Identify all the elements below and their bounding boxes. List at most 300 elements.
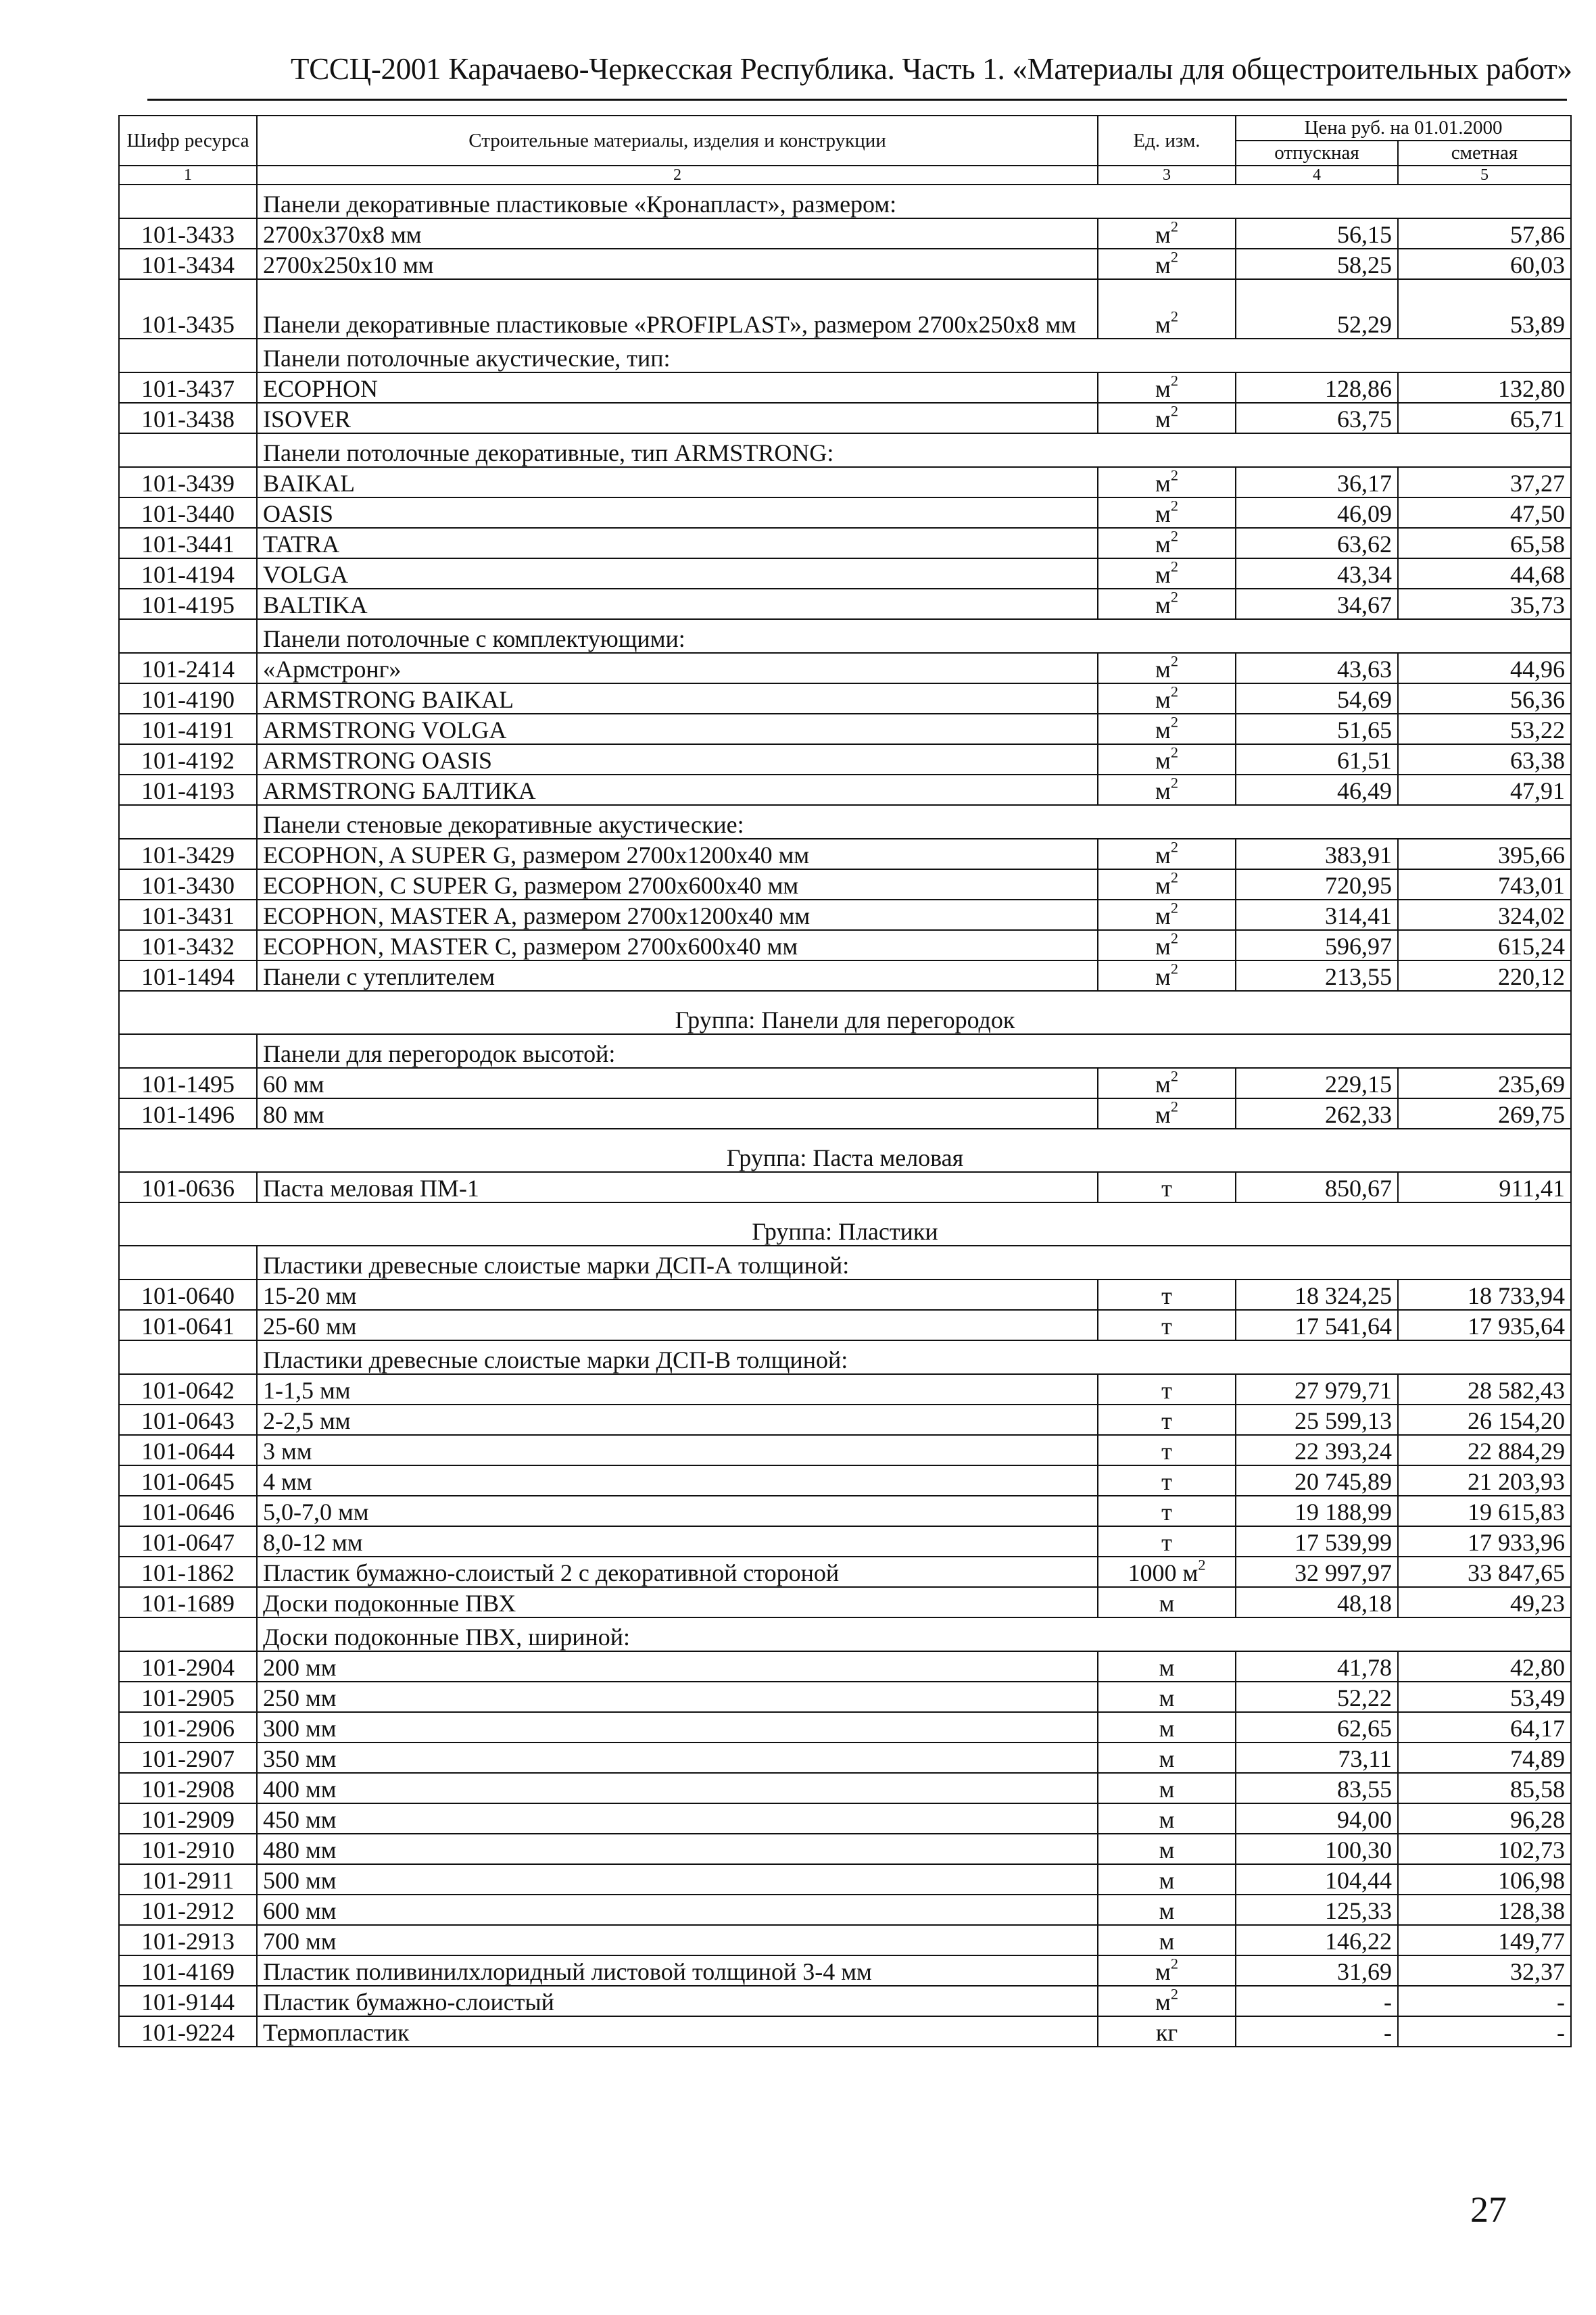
material-name: 8,0-12 мм	[257, 1526, 1098, 1557]
section-heading-row	[119, 339, 1571, 372]
unit: м	[1159, 1654, 1175, 1681]
unit-cell	[1098, 1310, 1236, 1340]
release-price: 19 188,99	[1236, 1496, 1398, 1526]
material-name: 600 мм	[257, 1895, 1098, 1925]
material-name: 2-2,5 мм	[257, 1405, 1098, 1435]
material-name: ARMSTRONG OASIS	[257, 744, 1098, 775]
unit-exponent: 2	[1170, 372, 1178, 389]
release-price: 58,25	[1236, 249, 1398, 279]
release-price: 54,69	[1236, 683, 1398, 714]
unit: м	[1155, 656, 1171, 683]
group-heading-row	[119, 1202, 1571, 1246]
release-price: 31,69	[1236, 1955, 1398, 1986]
resource-code: 101-4195	[119, 589, 257, 619]
unit-cell	[1098, 1986, 1236, 2016]
table-row	[119, 1712, 1571, 1743]
unit: 1000 м	[1128, 1559, 1199, 1586]
unit: м	[1159, 1745, 1175, 1772]
table-row	[119, 930, 1571, 960]
unit: м	[1159, 1590, 1175, 1617]
column-number: 2	[257, 166, 1098, 185]
table-row	[119, 1773, 1571, 1803]
table-row	[119, 839, 1571, 869]
unit-exponent: 2	[1170, 869, 1178, 886]
resource-code: 101-1496	[119, 1098, 257, 1129]
unit: м	[1155, 777, 1171, 804]
table-row	[119, 279, 1571, 339]
table-row	[119, 1068, 1571, 1098]
unit-cell	[1098, 1651, 1236, 1682]
resource-code: 101-0647	[119, 1526, 257, 1557]
section-heading-row	[119, 1617, 1571, 1651]
unit-exponent: 2	[1170, 308, 1178, 325]
unit-exponent: 2	[1170, 1985, 1178, 2003]
unit: м	[1155, 1071, 1171, 1098]
table-row	[119, 1526, 1571, 1557]
table-row	[119, 1098, 1571, 1129]
release-price: 125,33	[1236, 1895, 1398, 1925]
release-price: 43,63	[1236, 653, 1398, 683]
table-row	[119, 1374, 1571, 1405]
unit: т	[1161, 1438, 1172, 1465]
estimate-price: 149,77	[1398, 1925, 1571, 1955]
estimate-price: 28 582,43	[1398, 1374, 1571, 1405]
resource-code: 101-3430	[119, 869, 257, 900]
unit-exponent: 2	[1170, 497, 1178, 514]
section-heading-row	[119, 805, 1571, 839]
estimate-price: 53,22	[1398, 714, 1571, 744]
release-price: 83,55	[1236, 1773, 1398, 1803]
release-price: 52,22	[1236, 1682, 1398, 1712]
material-name: Паста меловая ПМ-1	[257, 1172, 1098, 1202]
estimate-price: 324,02	[1398, 900, 1571, 930]
resource-code: 101-2908	[119, 1773, 257, 1803]
resource-code: 101-3434	[119, 249, 257, 279]
group-heading: Группа: Панели для перегородок	[119, 991, 1571, 1034]
unit: м	[1159, 1836, 1175, 1863]
material-name: 400 мм	[257, 1773, 1098, 1803]
page-header-title: ТССЦ-2001 Карачаево-Черкесская Республика. Часть 1. «Материалы для общестроительных работ»	[291, 52, 1572, 86]
estimate-price: 615,24	[1398, 930, 1571, 960]
table-row	[119, 1682, 1571, 1712]
unit-exponent: 2	[1170, 652, 1178, 670]
section-heading: Панели стеновые декоративные акустические:	[257, 805, 1571, 839]
table-row	[119, 1986, 1571, 2016]
material-name: Пластик поливинилхлоридный листовой толщиной 3-4 мм	[257, 1955, 1098, 1986]
resource-code: 101-2911	[119, 1864, 257, 1895]
unit-cell	[1098, 279, 1236, 339]
unit: м	[1155, 375, 1171, 402]
section-heading-row	[119, 433, 1571, 467]
estimate-price: 65,58	[1398, 528, 1571, 558]
unit: т	[1161, 1313, 1172, 1340]
release-price: 22 393,24	[1236, 1435, 1398, 1465]
resource-code: 101-4193	[119, 775, 257, 805]
material-name: BAIKAL	[257, 467, 1098, 497]
estimate-price: -	[1398, 2016, 1571, 2047]
material-name: Панели декоративные пластиковые «PROFIPLAST», размером 2700х250х8 мм	[257, 279, 1098, 339]
release-price: 63,75	[1236, 403, 1398, 433]
release-price: 48,18	[1236, 1587, 1398, 1617]
resource-code: 101-2910	[119, 1834, 257, 1864]
header-estimate-price: сметная	[1398, 141, 1571, 166]
material-name: 3 мм	[257, 1435, 1098, 1465]
table-row	[119, 403, 1571, 433]
table-row	[119, 589, 1571, 619]
material-name: ECOPHON, C SUPER G, размером 2700х600х40 мм	[257, 869, 1098, 900]
resource-code: 101-9144	[119, 1986, 257, 2016]
unit: т	[1161, 1529, 1172, 1556]
unit: т	[1161, 1407, 1172, 1434]
estimate-price: 18 733,94	[1398, 1280, 1571, 1310]
table-row	[119, 653, 1571, 683]
unit: т	[1161, 1468, 1172, 1495]
resource-code: 101-4194	[119, 558, 257, 589]
release-price: -	[1236, 2016, 1398, 2047]
resource-code: 101-4169	[119, 1955, 257, 1986]
unit-cell	[1098, 558, 1236, 589]
header-divider	[147, 99, 1567, 101]
release-price: 94,00	[1236, 1803, 1398, 1834]
unit-cell	[1098, 1925, 1236, 1955]
unit-cell	[1098, 1557, 1236, 1587]
section-heading: Панели потолочные акустические, тип:	[257, 339, 1571, 372]
release-price: 62,65	[1236, 1712, 1398, 1743]
unit-exponent: 2	[1170, 838, 1178, 856]
unit-cell	[1098, 1955, 1236, 1986]
table-row	[119, 869, 1571, 900]
unit: м	[1159, 1684, 1175, 1711]
release-price: 850,67	[1236, 1172, 1398, 1202]
unit-cell	[1098, 1526, 1236, 1557]
unit-cell	[1098, 900, 1236, 930]
resource-code: 101-4190	[119, 683, 257, 714]
unit: м	[1155, 1958, 1171, 1985]
estimate-price: 74,89	[1398, 1743, 1571, 1773]
material-name: «Армстронг»	[257, 653, 1098, 683]
header-code: Шифр ресурса	[119, 116, 257, 166]
unit: м	[1155, 1989, 1171, 2016]
estimate-price: 63,38	[1398, 744, 1571, 775]
estimate-price: 37,27	[1398, 467, 1571, 497]
resource-code: 101-2906	[119, 1712, 257, 1743]
column-number: 5	[1398, 166, 1571, 185]
unit-cell	[1098, 1587, 1236, 1617]
estimate-price: 49,23	[1398, 1587, 1571, 1617]
material-name: 700 мм	[257, 1925, 1098, 1955]
release-price: 20 745,89	[1236, 1465, 1398, 1496]
table-row	[119, 960, 1571, 991]
estimate-price: 132,80	[1398, 372, 1571, 403]
table-row	[119, 1834, 1571, 1864]
unit-cell	[1098, 1098, 1236, 1129]
unit: м	[1155, 747, 1171, 774]
unit-exponent: 2	[1170, 218, 1178, 235]
estimate-price: 17 933,96	[1398, 1526, 1571, 1557]
material-name: OASIS	[257, 497, 1098, 528]
resource-code: 101-1495	[119, 1068, 257, 1098]
table-row	[119, 1405, 1571, 1435]
group-heading-row	[119, 991, 1571, 1034]
release-price: 262,33	[1236, 1098, 1398, 1129]
material-name: ISOVER	[257, 403, 1098, 433]
resource-code: 101-4192	[119, 744, 257, 775]
unit-cell	[1098, 653, 1236, 683]
unit: м	[1155, 933, 1171, 960]
resource-code: 101-0645	[119, 1465, 257, 1496]
unit-exponent: 2	[1170, 929, 1178, 947]
estimate-price: 21 203,93	[1398, 1465, 1571, 1496]
unit-cell	[1098, 1374, 1236, 1405]
release-price: 213,55	[1236, 960, 1398, 991]
unit: м	[1159, 1867, 1175, 1894]
unit-cell	[1098, 1712, 1236, 1743]
material-name: 300 мм	[257, 1712, 1098, 1743]
estimate-price: 220,12	[1398, 960, 1571, 991]
release-price: 720,95	[1236, 869, 1398, 900]
section-heading: Доски подоконные ПВХ, шириной:	[257, 1617, 1571, 1651]
release-price: 229,15	[1236, 1068, 1398, 1098]
release-price: 17 539,99	[1236, 1526, 1398, 1557]
unit-exponent: 2	[1170, 466, 1178, 484]
unit-exponent: 2	[1170, 558, 1178, 575]
estimate-price: 22 884,29	[1398, 1435, 1571, 1465]
unit-cell	[1098, 775, 1236, 805]
material-name: ECOPHON	[257, 372, 1098, 403]
estimate-price: 17 935,64	[1398, 1310, 1571, 1340]
table-row	[119, 1435, 1571, 1465]
release-price: 36,17	[1236, 467, 1398, 497]
resource-code: 101-3439	[119, 467, 257, 497]
group-heading-row	[119, 1129, 1571, 1172]
resource-code: 101-0643	[119, 1405, 257, 1435]
release-price: 46,09	[1236, 497, 1398, 528]
unit-exponent: 2	[1170, 713, 1178, 731]
estimate-price: 102,73	[1398, 1834, 1571, 1864]
unit: м	[1159, 1928, 1175, 1955]
section-heading: Панели для перегородок высотой:	[257, 1034, 1571, 1068]
estimate-price: 56,36	[1398, 683, 1571, 714]
resource-code: 101-2414	[119, 653, 257, 683]
table-row	[119, 1955, 1571, 1986]
estimate-price: 128,38	[1398, 1895, 1571, 1925]
unit-cell	[1098, 528, 1236, 558]
table-row	[119, 497, 1571, 528]
material-name: Термопластик	[257, 2016, 1098, 2047]
material-name: 80 мм	[257, 1098, 1098, 1129]
unit: т	[1161, 1377, 1172, 1404]
table-row	[119, 1465, 1571, 1496]
resource-code: 101-2905	[119, 1682, 257, 1712]
resource-code: 101-0646	[119, 1496, 257, 1526]
resource-code: 101-1494	[119, 960, 257, 991]
resource-code: 101-3441	[119, 528, 257, 558]
table-row	[119, 744, 1571, 775]
table-row	[119, 1743, 1571, 1773]
unit: м	[1155, 221, 1171, 248]
release-price: 63,62	[1236, 528, 1398, 558]
material-name: 60 мм	[257, 1068, 1098, 1098]
section-heading: Панели декоративные пластиковые «Кронапласт», размером:	[257, 185, 1571, 218]
release-price: 51,65	[1236, 714, 1398, 744]
table-row	[119, 1587, 1571, 1617]
release-price: 17 541,64	[1236, 1310, 1398, 1340]
unit-cell	[1098, 1435, 1236, 1465]
unit: т	[1161, 1282, 1172, 1309]
unit-exponent: 2	[1170, 402, 1178, 420]
estimate-price: 743,01	[1398, 869, 1571, 900]
material-name: ARMSTRONG БАЛТИКА	[257, 775, 1098, 805]
unit: м	[1155, 1101, 1171, 1128]
table-row	[119, 249, 1571, 279]
table-row	[119, 467, 1571, 497]
group-heading: Группа: Паста меловая	[119, 1129, 1571, 1172]
material-name: ARMSTRONG BAIKAL	[257, 683, 1098, 714]
section-heading: Пластики древесные слоистые марки ДСП-А толщиной:	[257, 1246, 1571, 1280]
resource-code: 101-3431	[119, 900, 257, 930]
material-name: 4 мм	[257, 1465, 1098, 1496]
unit-cell	[1098, 1405, 1236, 1435]
unit: м	[1155, 470, 1171, 497]
resource-code: 101-3432	[119, 930, 257, 960]
resource-code: 101-3440	[119, 497, 257, 528]
release-price: 43,34	[1236, 558, 1398, 589]
unit-cell	[1098, 744, 1236, 775]
unit-cell	[1098, 1803, 1236, 1834]
release-price: 34,67	[1236, 589, 1398, 619]
unit-exponent: 2	[1170, 899, 1178, 917]
unit: м	[1155, 251, 1171, 278]
header-release-price: отпускная	[1236, 141, 1398, 166]
unit-exponent: 2	[1170, 527, 1178, 545]
estimate-price: 64,17	[1398, 1712, 1571, 1743]
material-name: ECOPHON, A SUPER G, размером 2700х1200х40 мм	[257, 839, 1098, 869]
material-name: 25-60 мм	[257, 1310, 1098, 1340]
unit-cell	[1098, 839, 1236, 869]
release-price: 56,15	[1236, 218, 1398, 249]
release-price: 18 324,25	[1236, 1280, 1398, 1310]
table-row	[119, 1895, 1571, 1925]
material-name: 2700х250х10 мм	[257, 249, 1098, 279]
section-heading: Панели потолочные с комплектующими:	[257, 619, 1571, 653]
material-name: 2700х370х8 мм	[257, 218, 1098, 249]
unit: м	[1155, 686, 1171, 713]
material-name: 15-20 мм	[257, 1280, 1098, 1310]
estimate-price: 26 154,20	[1398, 1405, 1571, 1435]
estimate-price: 19 615,83	[1398, 1496, 1571, 1526]
unit-exponent: 2	[1198, 1556, 1206, 1574]
estimate-price: 106,98	[1398, 1864, 1571, 1895]
unit-cell	[1098, 960, 1236, 991]
estimate-price: 60,03	[1398, 249, 1571, 279]
unit: м	[1155, 500, 1171, 527]
material-name: BALTIKA	[257, 589, 1098, 619]
price-table	[118, 115, 1572, 2047]
table-row	[119, 2016, 1571, 2047]
unit-cell	[1098, 372, 1236, 403]
resource-code: 101-9224	[119, 2016, 257, 2047]
estimate-price: 44,96	[1398, 653, 1571, 683]
unit-exponent: 2	[1170, 588, 1178, 606]
table-row	[119, 1803, 1571, 1834]
release-price: 46,49	[1236, 775, 1398, 805]
resource-code: 101-2907	[119, 1743, 257, 1773]
header-unit: Ед. изм.	[1098, 116, 1236, 166]
table-row	[119, 528, 1571, 558]
resource-code: 101-2912	[119, 1895, 257, 1925]
table-row	[119, 558, 1571, 589]
release-price: 73,11	[1236, 1743, 1398, 1773]
release-price: 383,91	[1236, 839, 1398, 869]
unit-cell	[1098, 683, 1236, 714]
table-row	[119, 1925, 1571, 1955]
material-name: 5,0-7,0 мм	[257, 1496, 1098, 1526]
resource-code: 101-1862	[119, 1557, 257, 1587]
column-number: 1	[119, 166, 257, 185]
unit: м	[1155, 872, 1171, 899]
unit-cell	[1098, 1743, 1236, 1773]
release-price: 596,97	[1236, 930, 1398, 960]
material-name: 500 мм	[257, 1864, 1098, 1895]
unit-exponent: 2	[1170, 774, 1178, 791]
unit-cell	[1098, 589, 1236, 619]
release-price: 146,22	[1236, 1925, 1398, 1955]
resource-code: 101-2913	[119, 1925, 257, 1955]
estimate-price: -	[1398, 1986, 1571, 2016]
material-name: 480 мм	[257, 1834, 1098, 1864]
unit-cell	[1098, 403, 1236, 433]
unit: м	[1155, 531, 1171, 558]
section-heading-row	[119, 1340, 1571, 1374]
resource-code: 101-3435	[119, 279, 257, 339]
section-heading: Панели потолочные декоративные, тип ARMSTRONG:	[257, 433, 1571, 467]
table-row	[119, 1280, 1571, 1310]
estimate-price: 35,73	[1398, 589, 1571, 619]
material-name: Пластик бумажно-слоистый	[257, 1986, 1098, 2016]
section-heading-row	[119, 1246, 1571, 1280]
release-price: -	[1236, 1986, 1398, 2016]
release-price: 32 997,97	[1236, 1557, 1398, 1587]
group-heading: Группа: Пластики	[119, 1202, 1571, 1246]
unit: кг	[1155, 2019, 1178, 2046]
unit-cell	[1098, 497, 1236, 528]
table-row	[119, 714, 1571, 744]
resource-code: 101-0640	[119, 1280, 257, 1310]
table-row	[119, 900, 1571, 930]
material-name: 350 мм	[257, 1743, 1098, 1773]
unit-exponent: 2	[1170, 683, 1178, 700]
column-number: 3	[1098, 166, 1236, 185]
estimate-price: 44,68	[1398, 558, 1571, 589]
release-price: 52,29	[1236, 279, 1398, 339]
table-header	[119, 116, 1571, 185]
resource-code: 101-0641	[119, 1310, 257, 1340]
estimate-price: 911,41	[1398, 1172, 1571, 1202]
estimate-price: 395,66	[1398, 839, 1571, 869]
unit: м	[1159, 1776, 1175, 1803]
resource-code: 101-2904	[119, 1651, 257, 1682]
table-row	[119, 1557, 1571, 1587]
table-row	[119, 1864, 1571, 1895]
resource-code: 101-0636	[119, 1172, 257, 1202]
unit: м	[1155, 963, 1171, 990]
unit: м	[1155, 591, 1171, 618]
unit: м	[1159, 1897, 1175, 1924]
unit-cell	[1098, 1172, 1236, 1202]
estimate-price: 33 847,65	[1398, 1557, 1571, 1587]
estimate-price: 47,50	[1398, 497, 1571, 528]
table-body	[119, 185, 1571, 2047]
